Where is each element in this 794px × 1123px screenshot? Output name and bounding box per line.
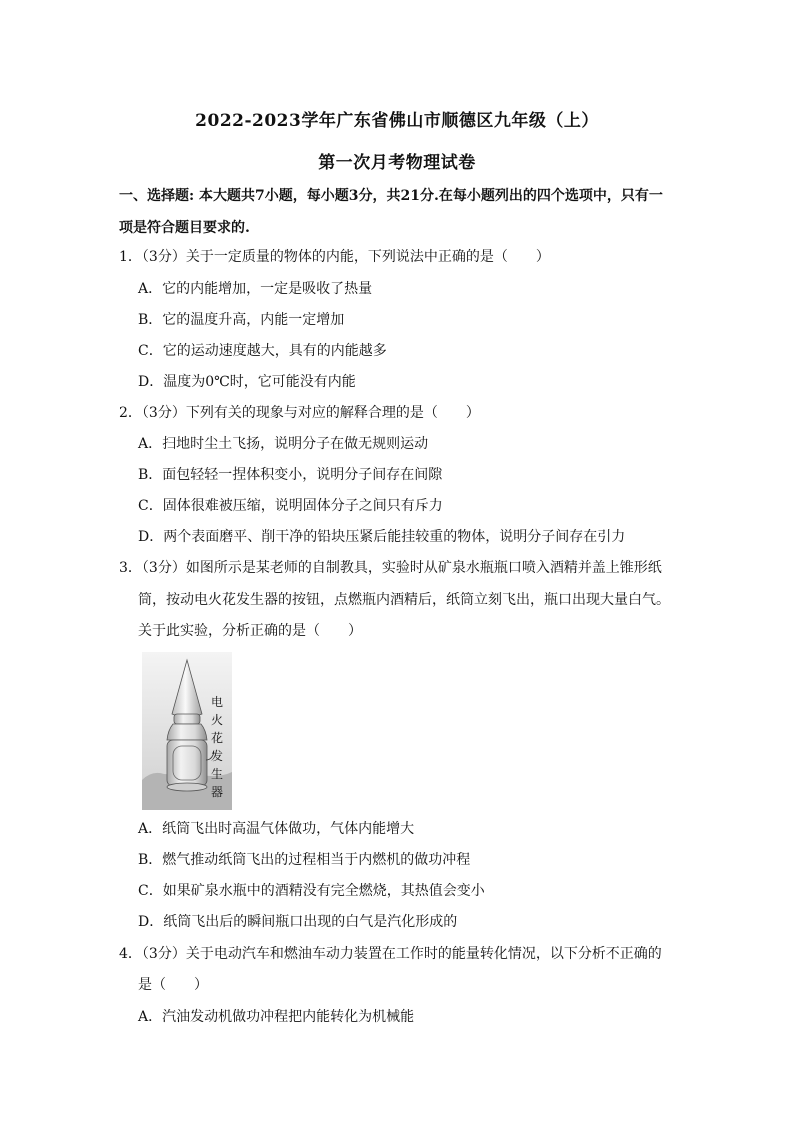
question-1-stem: 1．（3分）关于一定质量的物体的内能，下列说法中正确的是（ ） [119, 249, 550, 265]
exam-title: 2022-2023学年广东省佛山市顺德区九年级（上） [195, 111, 599, 131]
figure-label-char: 器 [210, 785, 223, 799]
question-1-option-c: C．它的运动速度越大，具有的内能越多 [138, 343, 387, 359]
question-3-option-b: B．燃气推动纸筒飞出的过程相当于内燃机的做功冲程 [138, 852, 471, 868]
figure-label-char: 生 [210, 767, 223, 781]
question-3-option-d: D．纸筒飞出后的瞬间瓶口出现的白气是汽化形成的 [138, 914, 458, 930]
figure-label-char: 电 [210, 695, 223, 709]
question-1-option-a: A．它的内能增加，一定是吸收了热量 [138, 281, 373, 297]
question-3-option-c: C．如果矿泉水瓶中的酒精没有完全燃烧，其热值会变小 [138, 883, 485, 899]
question-1-option-b: B．它的温度升高，内能一定增加 [138, 312, 345, 328]
question-2-stem: 2．（3分）下列有关的现象与对应的解释合理的是（ ） [119, 405, 480, 421]
question-4-stem-line2: 是（ ） [138, 977, 208, 993]
question-2-option-d: D．两个表面磨平、削干净的铅块压紧后能挂较重的物体，说明分子间存在引力 [138, 529, 626, 545]
question-4-stem-line1: 4．（3分）关于电动汽车和燃油车动力装置在工作时的能量转化情况，以下分析不正确的 [119, 946, 662, 962]
question-1-option-d: D．温度为0℃时，它可能没有内能 [138, 374, 356, 390]
question-3-option-a: A．纸筒飞出时高温气体做功，气体内能增大 [138, 821, 415, 837]
exam-subtitle: 第一次月考物理试卷 [318, 153, 476, 173]
section-heading-cont: 项是符合题目要求的. [119, 220, 250, 236]
question-3-stem-line1: 3．（3分）如图所示是某老师的自制教具，实验时从矿泉水瓶瓶口喷入酒精并盖上锥形纸 [119, 560, 662, 576]
figure-label-char: 发 [210, 749, 223, 763]
question-4-option-a: A．汽油发动机做功冲程把内能转化为机械能 [138, 1009, 415, 1025]
question-2-option-b: B．面包轻轻一捏体积变小，说明分子间存在间隙 [138, 467, 443, 483]
figure-label-char: 火 [210, 713, 223, 727]
question-2-option-a: A．扫地时尘土飞扬，说明分子在做无规则运动 [138, 436, 429, 452]
question-3-stem-line2: 筒，按动电火花发生器的按钮，点燃瓶内酒精后，纸筒立刻飞出，瓶口出现大量白气。 [138, 592, 670, 608]
question-2-option-c: C．固体很难被压缩，说明固体分子之间只有斥力 [138, 498, 443, 514]
figure-label-char: 花 [210, 731, 223, 745]
section-heading: 一、选择题: 本大题共7小题，每小题3分，共21分.在每小题列出的四个选项中，只有一 [119, 188, 663, 204]
question-3-stem-line3: 关于此实验，分析正确的是（ ） [138, 623, 362, 639]
